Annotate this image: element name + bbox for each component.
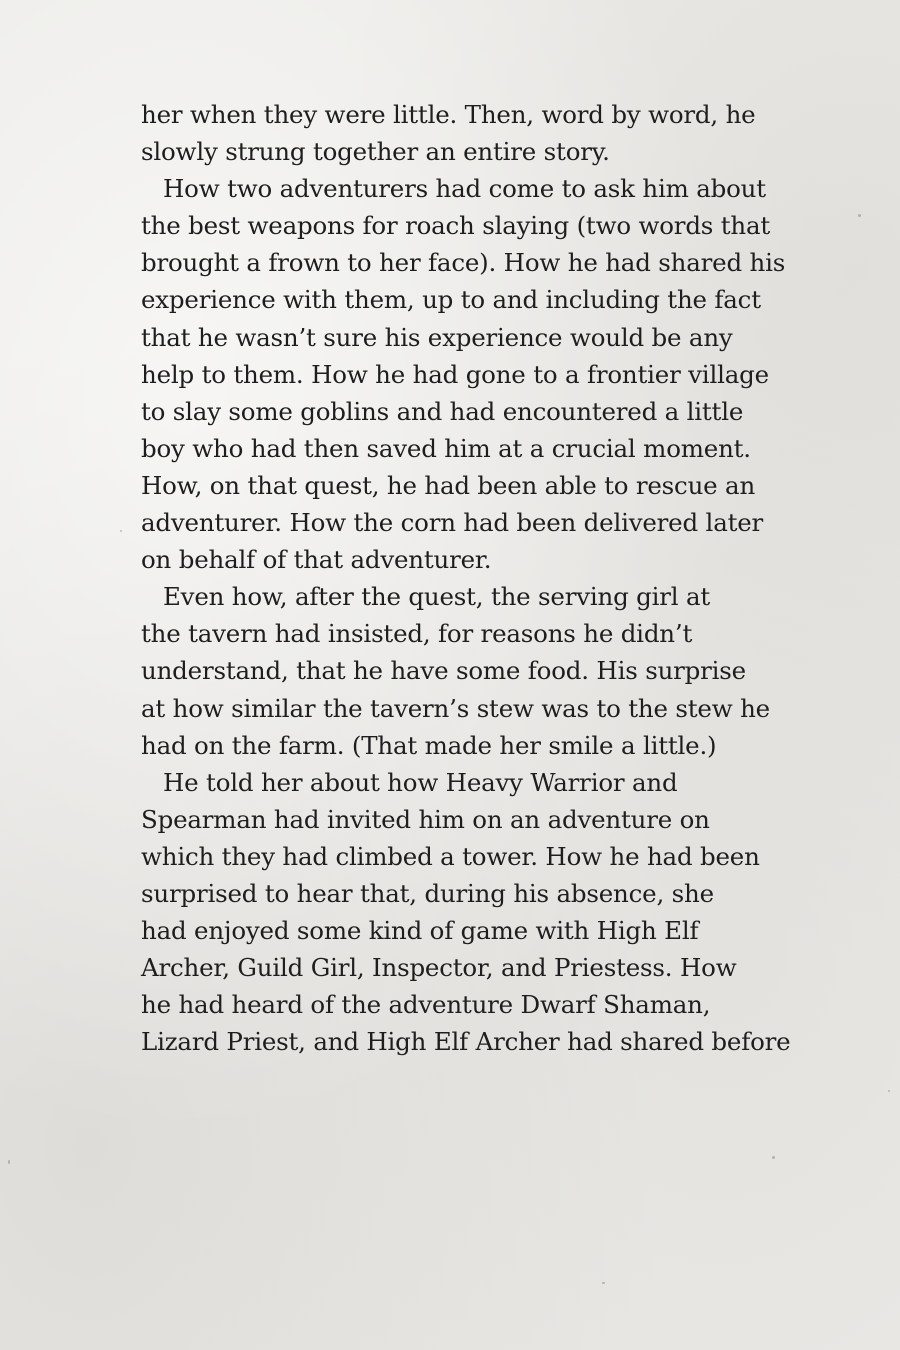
- text-line: Archer, Guild Girl, Inspector, and Priestess. How: [141, 953, 737, 983]
- text-line: slowly strung together an entire story.: [141, 137, 610, 167]
- text-line: Spearman had invited him on an adventure on: [141, 804, 710, 834]
- text-line: on behalf of that adventurer.: [141, 545, 492, 575]
- text-line: experience with them, up to and including the fact: [141, 285, 761, 315]
- text-line: surprised to hear that, during his absence, she: [141, 878, 714, 908]
- text-line: had enjoyed some kind of game with High Elf: [141, 916, 699, 946]
- text-line: at how similar the tavern’s stew was to the stew he: [141, 693, 770, 723]
- paper-speck: [858, 214, 861, 217]
- text-line: understand, that he have some food. His surprise: [141, 656, 746, 686]
- text-line: her when they were little. Then, word by word, he: [141, 100, 756, 129]
- text-line: help to them. How he had gone to a frontier village: [141, 359, 769, 389]
- text-line: Lizard Priest, and High Elf Archer had shared before: [141, 1027, 791, 1057]
- paragraph-first-line: Even how, after the quest, the serving girl at: [163, 582, 711, 612]
- text-line: boy who had then saved him at a crucial moment.: [141, 433, 751, 463]
- text-line: How, on that quest, he had been able to rescue an: [141, 470, 756, 500]
- text-line: had on the farm. (That made her smile a little.): [141, 730, 717, 760]
- paper-speck: [602, 1282, 605, 1284]
- paper-speck: [772, 1156, 775, 1159]
- text-line: brought a frown to her face). How he had shared his: [141, 248, 786, 278]
- text-line: that he wasn’t sure his experience would be any: [141, 322, 733, 352]
- text-line: the tavern had insisted, for reasons he didn’t: [141, 619, 693, 649]
- text-line: the best weapons for roach slaying (two words that: [141, 211, 771, 241]
- text-line: to slay some goblins and had encountered a little: [141, 396, 744, 426]
- paper-speck: [8, 1160, 10, 1164]
- text-line: he had heard of the adventure Dwarf Shaman,: [141, 990, 711, 1020]
- paper-speck: [888, 1090, 890, 1092]
- paragraph-first-line: How two adventurers had come to ask him about: [163, 174, 766, 204]
- paper-speck: [120, 530, 122, 532]
- text-line: which they had climbed a tower. How he had been: [141, 841, 760, 871]
- text-line: adventurer. How the corn had been delivered later: [141, 508, 764, 538]
- paragraph-first-line: He told her about how Heavy Warrior and: [163, 767, 678, 797]
- body-text: [141, 96, 821, 1060]
